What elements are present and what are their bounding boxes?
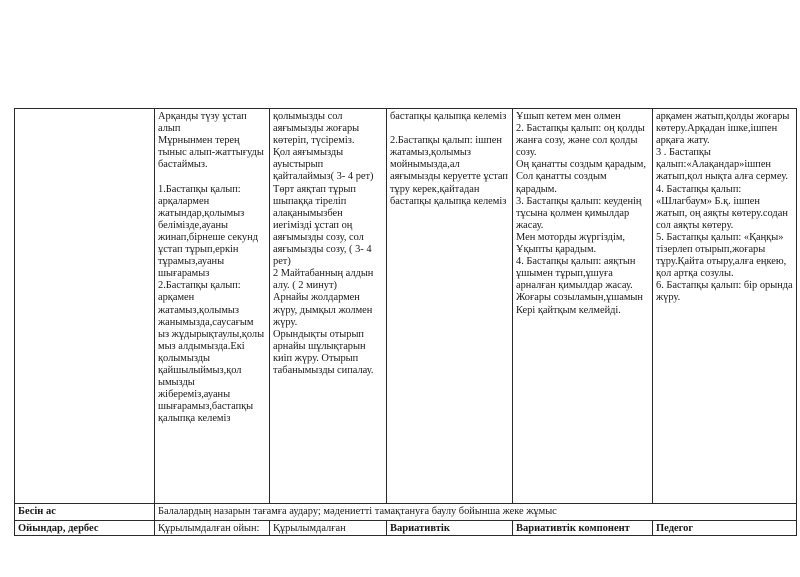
- games-structured2-text: Құрылымдалған: [273, 523, 346, 534]
- besin-label: Бесін ас: [18, 506, 56, 517]
- breathing-exercise-cell: [155, 109, 270, 504]
- exercise-row: [15, 109, 797, 504]
- breathing-exercise-text: Арқанды түзу ұстап алып Мұрнынмен терең тыныс алып-жаттығуды бастаймыз. 1.Бастапқы қалып: арқалармен жатындар,қолымыз белімізде,ауаны жинап,бірнеше секунд ұстап тұрып,еркін тұрамыз,ауаны шығарамыз 2.Бастапқы қалып: арқамен жатамыз,қолымыз жанымызда,саусағым ыз жұдырықтаулы,қолы мыз алдымызда.Екі қолымызды қайшылыймыз,қол ымызды жібереміз,ауаны шығарамыз,бастапқы қалыпқа келеміз: [158, 111, 265, 425]
- lying-exercise-text: бастапқы қалыпқа келеміз 2.Бастапқы қалып: ішпен жатамыз,қолымыз мойнымызда,ал аяғымызды керуетте ұстап тұру керек,қайтадан бастапқы қалыпқа келеміз: [390, 111, 508, 207]
- games-label: Ойындар, дербес: [18, 523, 99, 534]
- games-teacher-cell: [653, 521, 797, 536]
- games-structured-cell: [155, 521, 270, 536]
- games-label-cell: [15, 521, 155, 536]
- foot-exercise-cell: [270, 109, 387, 504]
- besin-text-cell: [155, 504, 797, 521]
- games-row: [15, 521, 797, 536]
- besin-label-cell: [15, 504, 155, 521]
- games-variative-cell: [387, 521, 513, 536]
- besin-row: [15, 504, 797, 521]
- games-variative-component-text: Вариативтік компонент: [516, 523, 630, 534]
- games-structured-text: Құрылымдалған ойын:: [158, 523, 260, 534]
- games-structured2-cell: [270, 521, 387, 536]
- besin-text: Балалардың назарын тағамға аудару; мәдениетті тамақтануға баулу бойынша жеке жұмыс: [158, 506, 557, 517]
- games-variative-component-cell: [513, 521, 653, 536]
- back-exercise-text: арқамен жатып,қолды жоғары көтеру.Арқадан ішке,ішпен арқаға жату. 3 . Бастапқы қалып:«Алақандар»ішпен жатып,қол нықта алға сермеу. 4. Бастапқы қалып: «Шлагбаум» Б.қ. ішпен жатып, оң аяқты көтеру.содан сол аяқты көтеру. 5. Бастапқы қалып: «Қаңқы» тізерлеп отырып,жоғары тұру.Қайта отыру,алға еңкею, қол артқа созулы. 6. Бастапқы қалып: бір орында жүру.: [656, 111, 793, 304]
- schedule-table: [14, 108, 797, 536]
- lying-exercise-cell: [387, 109, 513, 504]
- games-variative-text: Вариативтік: [390, 523, 450, 534]
- row-label-cell: [15, 109, 155, 504]
- airplane-exercise-text: Ұшып кетем мен олмен 2. Бастапқы қалып: оң қолды жанға созу, және сол қолды созу. Оң қанатты создым қарадым, Сол қанатты создым қарадым. 3. Бастапқы қалып: кеуденің тұсына қолмен қимылдар жасау. Мен моторды жүргіздім, Ұқыпты қарадым. 4. Бастапқы қалып: аяқтын ұшымен тұрып,ұшуға арналған қимылдар жасау. Жоғары созыламын,ұшамын Кері қайтқым келмейді.: [516, 111, 646, 316]
- games-teacher-text: Педегог: [656, 523, 694, 534]
- foot-exercise-text: қолымызды сол аяғымызды жоғары көтеріп, түсіреміз. Қол аяғымызды ауыстырып қайталаймыз( 3- 4 рет) Төрт аяқтап тұрып шыпаққа тіреліп алақанымызбен иегімізді ұстап оң аяғымызды созу, сол аяғымызды созу, ( 3- 4 рет) 2 Майтабанның алдын алу. ( 2 минут) Арнайы жолдармен жүру, дымқыл жолмен жүру. Орындықты отырып арнайы шұлықтарын киіп жүру. Отырып табанымызды сипалау.: [273, 111, 374, 376]
- back-exercise-cell: [653, 109, 797, 504]
- airplane-exercise-cell: [513, 109, 653, 504]
